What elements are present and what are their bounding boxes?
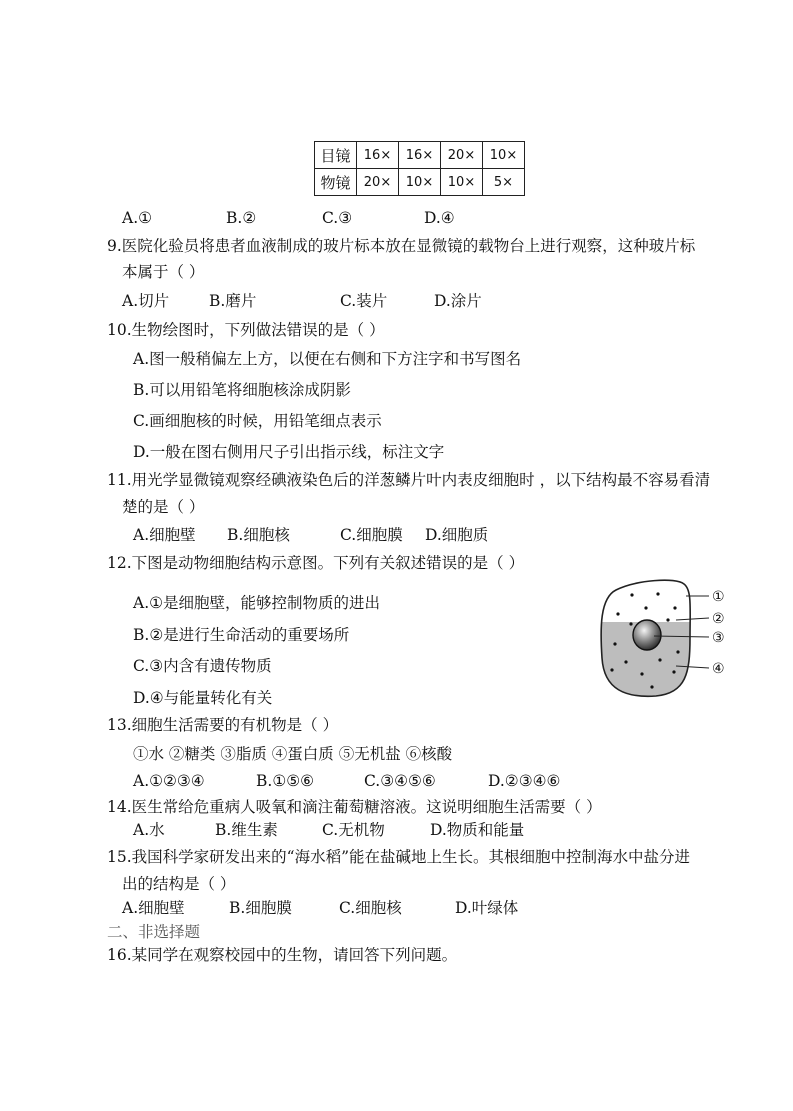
q10-option-b: B.可以用铅笔将细胞核涂成阴影 — [133, 381, 351, 399]
q14-option-d: D.物质和能量 — [430, 821, 525, 839]
q13-option-c: C.③④⑤⑥ — [364, 772, 436, 790]
q14-option-a: A.水 — [133, 821, 165, 839]
q12-option-c: C.③内含有遗传物质 — [133, 657, 272, 675]
q12-option-d: D.④与能量转化有关 — [133, 689, 273, 707]
q11-option-c: C.细胞膜 — [340, 526, 403, 544]
q8-option-b: B.② — [226, 209, 257, 227]
table-row — [315, 142, 525, 169]
q9-stem: 9.医院化验员将患者血液制成的玻片标本放在显微镜的载物台上进行观察，这种玻片标 — [107, 237, 696, 255]
q8-option-d: D.④ — [424, 209, 455, 227]
table-row — [315, 169, 525, 196]
table-cell: 5× — [483, 169, 525, 196]
q9-option-c: C.装片 — [340, 292, 388, 310]
label-2: ② — [712, 611, 725, 627]
q8-option-c: C.③ — [322, 209, 353, 227]
nucleus — [633, 620, 661, 650]
q13-items: ①水 ②糖类 ③脂质 ④蛋白质 ⑤无机盐 ⑥核酸 — [133, 745, 453, 763]
q13-option-d: D.②③④⑥ — [488, 772, 561, 790]
magnification-table — [314, 141, 525, 196]
animal-cell-diagram — [596, 578, 756, 703]
table-cell: 10× — [441, 169, 483, 196]
q15-option-c: C.细胞核 — [339, 899, 402, 917]
q15-option-a: A.细胞壁 — [122, 899, 185, 917]
row-header: 物镜 — [315, 169, 357, 196]
q14-option-b: B.维生素 — [215, 821, 278, 839]
q12-option-b: B.②是进行生命活动的重要场所 — [133, 626, 350, 644]
table-cell: 20× — [357, 169, 399, 196]
q12-option-a: A.①是细胞壁，能够控制物质的进出 — [133, 594, 381, 612]
q11-stem: 11.用光学显微镜观察经碘液染色后的洋葱鳞片叶内表皮细胞时 ，以下结构最不容易看清 — [107, 471, 711, 489]
q10-stem: 10.生物绘图时，下列做法错误的是（ ） — [107, 321, 385, 339]
q9-option-b: B.磨片 — [209, 292, 257, 310]
q9-option-d: D.涂片 — [434, 292, 482, 310]
q12-stem: 12.下图是动物细胞结构示意图。下列有关叙述错误的是（ ） — [107, 554, 525, 572]
q10-option-d: D.一般在图右侧用尺子引出指示线，标注文字 — [133, 443, 445, 461]
q15-option-d: D.叶绿体 — [455, 899, 519, 917]
q15-stem: 15.我国科学家研发出来的“海水稻”能在盐碱地上生长。其根细胞中控制海水中盐分进 — [107, 848, 691, 866]
q13-stem: 13.细胞生活需要的有机物是（ ） — [107, 716, 339, 734]
q15-option-b: B.细胞膜 — [229, 899, 292, 917]
q8-option-a: A.① — [122, 209, 153, 227]
q11-option-b: B.细胞核 — [227, 526, 290, 544]
q14-option-c: C.无机物 — [322, 821, 385, 839]
table-cell: 10× — [399, 169, 441, 196]
q13-option-b: B.①⑤⑥ — [256, 772, 315, 790]
q9-stem-cont: 本属于（ ） — [122, 263, 205, 281]
label-3: ③ — [712, 630, 725, 646]
q9-option-a: A.切片 — [122, 292, 170, 310]
table-cell: 16× — [357, 142, 399, 169]
table-cell: 10× — [483, 142, 525, 169]
row-header: 目镜 — [315, 142, 357, 169]
q10-option-a: A.图一般稍偏左上方，以便在右侧和下方注字和书写图名 — [133, 350, 522, 368]
q11-option-a: A.细胞壁 — [133, 526, 196, 544]
q10-option-c: C.画细胞核的时候，用铅笔细点表示 — [133, 412, 382, 430]
q15-stem-cont: 出的结构是（ ） — [122, 875, 236, 893]
label-4: ④ — [712, 661, 725, 677]
q14-stem: 14.医生常给危重病人吸氧和滴注葡萄糖溶液。这说明细胞生活需要（ ） — [107, 798, 602, 816]
q11-option-d: D.细胞质 — [425, 526, 489, 544]
q11-stem-cont: 楚的是（ ） — [122, 498, 205, 516]
table-cell: 20× — [441, 142, 483, 169]
table-cell: 16× — [399, 142, 441, 169]
q16-stem: 16.某同学在观察校园中的生物，请回答下列问题。 — [107, 946, 458, 964]
q13-option-a: A.①②③④ — [133, 772, 205, 790]
label-1: ① — [712, 589, 725, 605]
section-title: 二、非选择题 — [107, 923, 201, 941]
